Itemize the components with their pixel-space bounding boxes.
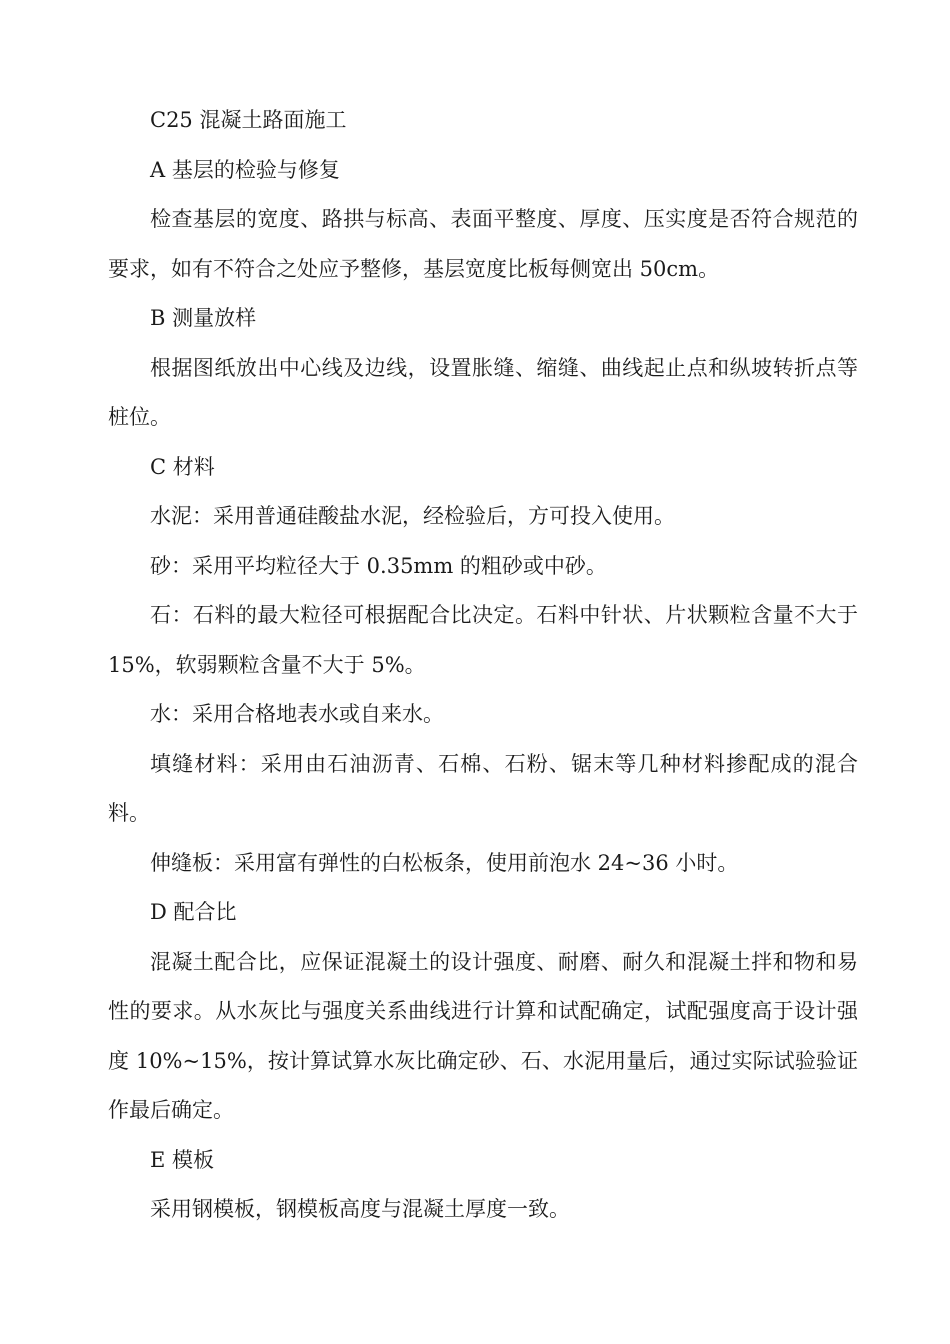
paragraph: 砂：采用平均粒径大于 0.35mm 的粗砂或中砂。 (150, 553, 607, 578)
subsection-heading: C 材料 (150, 454, 215, 479)
paragraph: 伸缝板：采用富有弹性的白松板条，使用前泡水 24~36 小时。 (150, 850, 739, 875)
paragraph: 混凝土配合比，应保证混凝土的设计强度、耐磨、耐久和混凝土拌和物和易性的要求。从水灰比与强度关系曲线进行计算和试配确定，试配强度高于设计强度 10%~15%，按计算试算水灰比确定砂、石、水泥用量后，通过实际试验验证作最后确定。 (108, 949, 858, 1122)
subsection-heading: B 测量放样 (150, 306, 257, 330)
paragraph: 填缝材料：采用由石油沥青、石棉、石粉、锯末等几种材料掺配成的混合料。 (108, 751, 858, 825)
paragraph: 根据图纸放出中心线及边线，设置胀缝、缩缝、曲线起止点和纵坡转折点等桩位。 (108, 355, 858, 429)
subsection-heading: A 基层的检验与修复 (150, 157, 340, 182)
section-title: C25 混凝土路面施工 (150, 108, 347, 132)
document-body (108, 96, 858, 1235)
paragraph: 采用钢模板，钢模板高度与混凝土厚度一致。 (150, 1197, 570, 1221)
paragraph: 石：石料的最大粒径可根据配合比决定。石料中针状、片状颗粒含量不大于 15%，软弱颗粒含量不大于 5%。 (108, 603, 858, 677)
paragraph: 水泥：采用普通硅酸盐水泥，经检验后，方可投入使用。 (150, 504, 675, 528)
paragraph: 检查基层的宽度、路拱与标高、表面平整度、厚度、压实度是否符合规范的要求，如有不符合之处应予整修，基层宽度比板每侧宽出 50cm。 (108, 207, 858, 281)
paragraph: 水：采用合格地表水或自来水。 (150, 702, 444, 726)
subsection-heading: D 配合比 (150, 900, 237, 924)
subsection-heading: E 模板 (150, 1147, 215, 1172)
